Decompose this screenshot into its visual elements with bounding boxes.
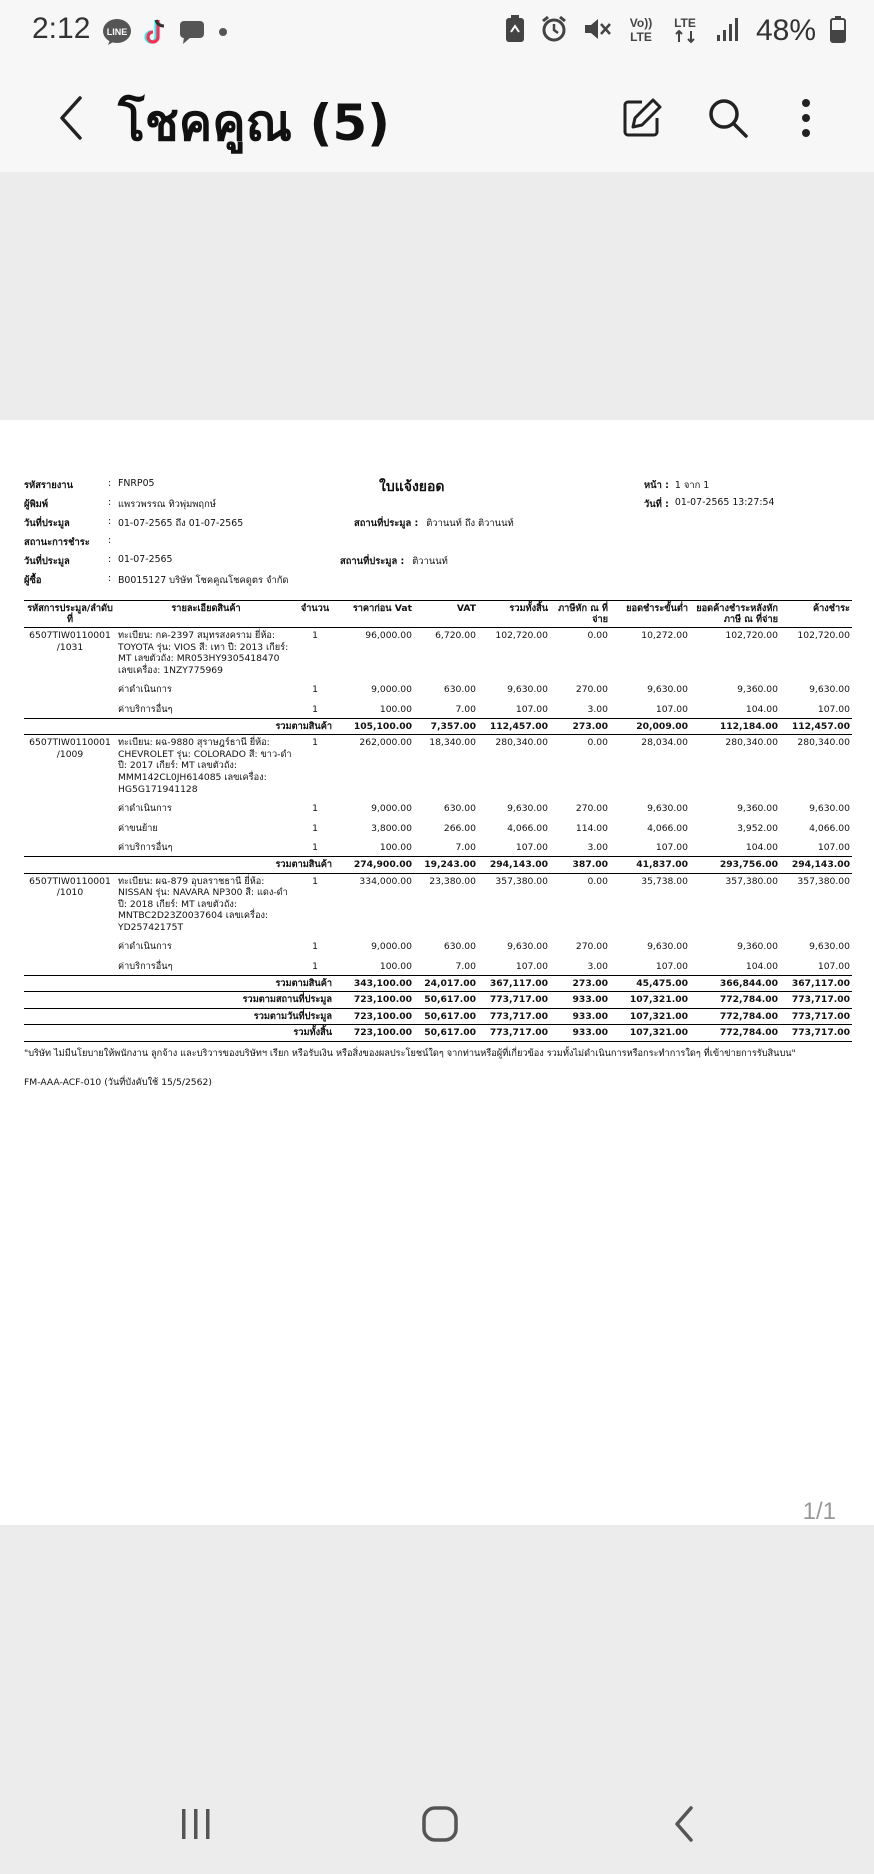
- table-row: [24, 628, 852, 679]
- item-description: ทะเบียน: กค-2397 สมุทรสงคราม ยี่ห้อ: TOYOTA รุ่น: VIOS สี: เทา ปี: 2013 เกียร์: MT เลขตัวถัง: MR053HY9305418470 เลขเครื่อง: 1NZY775969: [118, 630, 289, 676]
- recents-icon: [176, 1806, 216, 1842]
- amount-total: 280,340.00: [495, 737, 548, 749]
- amount-vat: 266.00: [443, 822, 476, 834]
- table-row: [24, 678, 852, 698]
- fee-description: ค่าดำเนินการ: [118, 803, 172, 815]
- auction-date2-row: วันที่ประมูล : 01-07-2565: [24, 554, 173, 567]
- amount-outstanding: 357,380.00: [797, 875, 850, 887]
- total-outstanding: 773,717.00: [780, 1008, 852, 1025]
- subtotal-vat: 24,017.00: [414, 975, 478, 992]
- document-viewer[interactable]: [0, 172, 874, 1524]
- amount-outstanding: 9,630.00: [809, 684, 850, 696]
- amount-wht: 270.00: [575, 803, 608, 815]
- battery-percent: 48%: [755, 14, 816, 47]
- empty-cell: [24, 817, 116, 837]
- subtotal-vat: 19,243.00: [414, 856, 478, 873]
- quantity: 1: [312, 941, 318, 953]
- svg-text:LTE: LTE: [674, 16, 696, 30]
- quantity: 1: [312, 822, 318, 834]
- amount-vat: 630.00: [443, 803, 476, 815]
- table-row: [24, 735, 852, 797]
- back-icon: [669, 1804, 699, 1844]
- status-bar: [0, 0, 874, 64]
- amount-outstanding-after: 9,360.00: [737, 941, 778, 953]
- amount-outstanding-after: 104.00: [745, 842, 778, 854]
- total-total: 773,717.00: [478, 1025, 550, 1042]
- subtotal-outstanding: 367,117.00: [780, 975, 852, 992]
- tiktok-icon: [142, 18, 168, 50]
- amount-total: 9,630.00: [507, 684, 548, 696]
- back-nav-button[interactable]: [654, 1800, 714, 1848]
- document-page[interactable]: [0, 420, 874, 1525]
- total-row: [24, 1025, 852, 1042]
- column-header: ยอดชำระขั้นต่ำ: [610, 601, 690, 628]
- amount-vat: 630.00: [443, 941, 476, 953]
- table-row: [24, 797, 852, 817]
- fee-description: ค่าดำเนินการ: [118, 941, 172, 953]
- total-wht: 933.00: [550, 1008, 610, 1025]
- column-header: ค้างชำระ: [780, 601, 852, 628]
- amount-total: 107.00: [515, 961, 548, 973]
- subtotal-pre-vat: 105,100.00: [334, 718, 414, 735]
- total-outstanding-after: 772,784.00: [690, 1025, 780, 1042]
- auction-date-row: วันที่ประมูล : 01-07-2565 ถึง 01-07-2565: [24, 516, 244, 529]
- printer-row: ผู้พิมพ์ : แพรวพรรณ ทิวพุ่มพฤกษ์: [24, 497, 216, 510]
- quantity: 1: [312, 630, 318, 641]
- column-header: รวมทั้งสิ้น: [478, 601, 550, 628]
- document-header: [24, 478, 852, 598]
- lot-code: 6507TIW0110001 /1009: [29, 737, 111, 760]
- search-button[interactable]: [700, 90, 756, 146]
- subtotal-outstanding-after: 293,756.00: [690, 856, 780, 873]
- subtotal-total: 367,117.00: [478, 975, 550, 992]
- battery-saver-icon: [504, 14, 526, 48]
- total-outstanding: 773,717.00: [780, 992, 852, 1009]
- document-title: ใบแจ้งยอด: [379, 479, 445, 495]
- amount-vat: 7.00: [455, 842, 476, 854]
- amount-wht: 270.00: [575, 941, 608, 953]
- column-header: รายละเอียดสินค้า: [116, 601, 296, 628]
- amount-total: 102,720.00: [495, 630, 548, 641]
- page-number-row: หน้า : 1 จาก 1: [644, 480, 710, 491]
- status-time: 2:12: [32, 12, 91, 45]
- fee-description: ค่าขนย้าย: [118, 822, 158, 834]
- chevron-left-icon: [56, 94, 86, 142]
- subtotal-wht: 273.00: [550, 718, 610, 735]
- anti-bribery-note: "บริษัท ไม่มีนโยบายให้พนักงาน ลูกจ้าง และบริวารของบริษัทฯ เรียก หรือรับเงิน หรือสิ่งของผลประโยชน์ใดๆ จากท่านหรือผู้ที่เกี่ยวข้อง รวมทั้งไม่ดำเนินการหรือกระทำการใดๆ ที่เข้าข่ายการรับสินบน": [24, 1048, 796, 1060]
- amount-wht: 3.00: [587, 842, 608, 854]
- amount-outstanding-after: 3,952.00: [737, 822, 778, 834]
- amount-total: 357,380.00: [495, 875, 548, 887]
- more-vert-icon: [798, 96, 814, 140]
- column-header: ยอดค้างชำระหลังหักภาษี ณ ที่จ่าย: [690, 601, 780, 628]
- amount-total: 107.00: [515, 703, 548, 715]
- quantity: 1: [312, 703, 318, 715]
- page-title: โชคคูณ (5): [118, 94, 390, 152]
- amount-vat: 7.00: [455, 703, 476, 715]
- amount-wht: 270.00: [575, 684, 608, 696]
- amount-min-pay: 107.00: [655, 961, 688, 973]
- amount-outstanding-after: 9,360.00: [737, 803, 778, 815]
- total-pre-vat: 723,100.00: [334, 1025, 414, 1042]
- lte-icon: [670, 14, 700, 48]
- fee-description: ค่าบริการอื่นๆ: [118, 961, 173, 973]
- subtotal-outstanding-after: 112,184.00: [690, 718, 780, 735]
- subtotal-label: รวมตามสินค้า: [24, 975, 334, 992]
- volte-icon: [626, 14, 656, 48]
- amount-outstanding: 9,630.00: [809, 941, 850, 953]
- total-pre-vat: 723,100.00: [334, 992, 414, 1009]
- amount-outstanding: 107.00: [817, 703, 850, 715]
- print-date-row: วันที่ : 01-07-2565 13:27:54: [644, 497, 775, 510]
- edit-icon: [620, 96, 664, 140]
- subtotal-row: [24, 856, 852, 873]
- item-description: ทะเบียน: ผฉ-9880 สุราษฎร์ธานี ยี่ห้อ: CHEVROLET รุ่น: COLORADO สี: ขาว-ดำ ปี: 2017 เกียร์: MT เลขตัวถัง: MMM142CL0JH614085 เลขเครื่อง: HG5G171941128: [118, 737, 292, 795]
- empty-cell: [24, 935, 116, 955]
- quantity: 1: [312, 961, 318, 973]
- total-outstanding-after: 772,784.00: [690, 1008, 780, 1025]
- total-outstanding-after: 772,784.00: [690, 992, 780, 1009]
- total-pre-vat: 723,100.00: [334, 1008, 414, 1025]
- subtotal-min-pay: 41,837.00: [610, 856, 690, 873]
- empty-cell: [24, 797, 116, 817]
- amount-vat: 18,340.00: [429, 737, 476, 749]
- amount-outstanding: 107.00: [817, 842, 850, 854]
- amount-min-pay: 9,630.00: [647, 941, 688, 953]
- message-icon: [178, 19, 206, 49]
- subtotal-pre-vat: 343,100.00: [334, 975, 414, 992]
- column-header: ราคาก่อน Vat: [334, 601, 414, 628]
- location-row: สถานที่ประมูล : ติวานนท์ ถึง ติวานนท์: [354, 518, 514, 529]
- empty-cell: [24, 955, 116, 975]
- total-wht: 933.00: [550, 992, 610, 1009]
- amount-wht: 0.00: [587, 630, 608, 641]
- subtotal-row: [24, 718, 852, 735]
- subtotal-label: รวมตามสินค้า: [24, 856, 334, 873]
- subtotal-wht: 387.00: [550, 856, 610, 873]
- subtotal-total: 294,143.00: [478, 856, 550, 873]
- amount-pre-vat: 3,800.00: [371, 822, 412, 834]
- subtotal-label: รวมตามสินค้า: [24, 718, 334, 735]
- amount-outstanding-after: 9,360.00: [737, 684, 778, 696]
- fee-description: ค่าบริการอื่นๆ: [118, 842, 173, 854]
- search-icon: [706, 96, 750, 140]
- amount-outstanding: 9,630.00: [809, 803, 850, 815]
- alarm-icon: [540, 14, 568, 48]
- lot-code: 6507TIW0110001 /1010: [29, 875, 111, 899]
- table-row: [24, 698, 852, 718]
- subtotal-vat: 7,357.00: [414, 718, 478, 735]
- notification-icons: [102, 18, 230, 50]
- lot-code: 6507TIW0110001 /1031: [29, 630, 111, 653]
- amount-wht: 114.00: [575, 822, 608, 834]
- amount-min-pay: 107.00: [655, 842, 688, 854]
- amount-vat: 7.00: [455, 961, 476, 973]
- signal-icon: [714, 15, 742, 47]
- empty-cell: [24, 836, 116, 856]
- statement-table: [24, 600, 852, 1042]
- amount-outstanding-after: 104.00: [745, 703, 778, 715]
- amount-wht: 0.00: [587, 737, 608, 749]
- table-row: [24, 836, 852, 856]
- subtotal-outstanding: 294,143.00: [780, 856, 852, 873]
- amount-vat: 23,380.00: [429, 875, 476, 887]
- total-total: 773,717.00: [478, 992, 550, 1009]
- quantity: 1: [312, 842, 318, 854]
- subtotal-min-pay: 45,475.00: [610, 975, 690, 992]
- edit-button[interactable]: [614, 90, 670, 146]
- total-min-pay: 107,321.00: [610, 1008, 690, 1025]
- total-label: รวมทั้งสิ้น: [24, 1025, 334, 1042]
- total-vat: 50,617.00: [414, 1008, 478, 1025]
- amount-min-pay: 28,034.00: [641, 737, 688, 749]
- system-icons: [504, 14, 846, 48]
- column-header: จำนวน: [296, 601, 334, 628]
- amount-total: 4,066.00: [507, 822, 548, 834]
- svg-text:Vo)): Vo)): [629, 16, 653, 30]
- statement-document: [24, 478, 852, 1090]
- amount-total: 9,630.00: [507, 941, 548, 953]
- total-wht: 933.00: [550, 1025, 610, 1042]
- quantity: 1: [312, 875, 318, 887]
- amount-pre-vat: 100.00: [379, 703, 412, 715]
- total-label: รวมตามวันที่ประมูล: [24, 1008, 334, 1025]
- table-row: [24, 817, 852, 837]
- more-options-button[interactable]: [778, 90, 834, 146]
- fee-description: ค่าดำเนินการ: [118, 684, 172, 696]
- form-code: FM-AAA-ACF-010 (วันที่บังคับใช้ 15/5/2562): [24, 1077, 212, 1089]
- home-icon: [420, 1804, 460, 1844]
- table-row: [24, 955, 852, 975]
- amount-pre-vat: 262,000.00: [359, 737, 412, 749]
- amount-min-pay: 10,272.00: [641, 630, 688, 641]
- empty-cell: [24, 678, 116, 698]
- table-row: [24, 873, 852, 935]
- report-code-row: รหัสรายงาน : FNRP05: [24, 478, 155, 491]
- battery-icon: [830, 14, 846, 48]
- location2-row: สถานที่ประมูล : ติวานนท์: [340, 556, 448, 567]
- page-indicator: 1/1: [802, 1498, 836, 1525]
- recents-button[interactable]: [166, 1800, 226, 1848]
- amount-pre-vat: 9,000.00: [371, 941, 412, 953]
- total-label: รวมตามสถานที่ประมูล: [24, 992, 334, 1009]
- subtotal-total: 112,457.00: [478, 718, 550, 735]
- amount-outstanding-after: 357,380.00: [725, 875, 778, 887]
- navigation-bar: [0, 1770, 874, 1874]
- amount-outstanding-after: 104.00: [745, 961, 778, 973]
- payment-status-row: สถานะการชำระ :: [24, 535, 112, 548]
- empty-cell: [24, 698, 116, 718]
- amount-pre-vat: 96,000.00: [365, 630, 412, 641]
- item-description: ทะเบียน: ผฉ-879 อุบลราชธานี ยี่ห้อ: NISSAN รุ่น: NAVARA NP300 สี: แดง-ดำ ปี: 2018 เกียร์: MT เลขตัวถัง: MNTBC2D23Z0037604 เลขเครื่อง: YD25742175T: [118, 875, 288, 933]
- amount-total: 107.00: [515, 842, 548, 854]
- subtotal-row: [24, 975, 852, 992]
- amount-min-pay: 4,066.00: [647, 822, 688, 834]
- app-bar: [0, 64, 874, 172]
- svg-text:LTE: LTE: [630, 30, 652, 44]
- total-row: [24, 992, 852, 1009]
- total-row: [24, 1008, 852, 1025]
- table-header-row: [24, 601, 852, 628]
- amount-outstanding: 102,720.00: [797, 630, 850, 641]
- amount-min-pay: 107.00: [655, 703, 688, 715]
- mute-icon: [582, 14, 612, 48]
- amount-pre-vat: 100.00: [379, 961, 412, 973]
- total-min-pay: 107,321.00: [610, 992, 690, 1009]
- amount-vat: 6,720.00: [435, 630, 476, 641]
- subtotal-min-pay: 20,009.00: [610, 718, 690, 735]
- amount-outstanding-after: 280,340.00: [725, 737, 778, 749]
- total-min-pay: 107,321.00: [610, 1025, 690, 1042]
- amount-outstanding-after: 102,720.00: [725, 630, 778, 641]
- amount-min-pay: 9,630.00: [647, 684, 688, 696]
- quantity: 1: [312, 684, 318, 696]
- subtotal-wht: 273.00: [550, 975, 610, 992]
- column-header: ภาษีหัก ณ ที่จ่าย: [550, 601, 610, 628]
- subtotal-outstanding: 112,457.00: [780, 718, 852, 735]
- line-icon: [102, 18, 132, 50]
- column-header: VAT: [414, 601, 478, 628]
- amount-outstanding: 107.00: [817, 961, 850, 973]
- column-header: รหัสการประมูล/ลำดับที่: [24, 601, 116, 628]
- amount-wht: 0.00: [587, 875, 608, 887]
- amount-vat: 630.00: [443, 684, 476, 696]
- total-vat: 50,617.00: [414, 992, 478, 1009]
- amount-wht: 3.00: [587, 703, 608, 715]
- dot-icon: [216, 19, 230, 49]
- total-total: 773,717.00: [478, 1008, 550, 1025]
- subtotal-outstanding-after: 366,844.00: [690, 975, 780, 992]
- subtotal-pre-vat: 274,900.00: [334, 856, 414, 873]
- amount-outstanding: 4,066.00: [809, 822, 850, 834]
- home-button[interactable]: [410, 1800, 470, 1848]
- back-button[interactable]: [44, 88, 98, 148]
- table-row: [24, 935, 852, 955]
- svg-text:LINE: LINE: [106, 27, 128, 37]
- amount-pre-vat: 9,000.00: [371, 684, 412, 696]
- amount-pre-vat: 334,000.00: [359, 875, 412, 887]
- amount-total: 9,630.00: [507, 803, 548, 815]
- amount-min-pay: 9,630.00: [647, 803, 688, 815]
- total-outstanding: 773,717.00: [780, 1025, 852, 1042]
- quantity: 1: [312, 803, 318, 815]
- total-vat: 50,617.00: [414, 1025, 478, 1042]
- fee-description: ค่าบริการอื่นๆ: [118, 703, 173, 715]
- amount-min-pay: 35,738.00: [641, 875, 688, 887]
- amount-wht: 3.00: [587, 961, 608, 973]
- quantity: 1: [312, 737, 318, 749]
- amount-pre-vat: 100.00: [379, 842, 412, 854]
- amount-pre-vat: 9,000.00: [371, 803, 412, 815]
- buyer-row: ผู้ซื้อ : B0015127 บริษัท โชคคูณโชคดูตร จำกัด: [24, 573, 289, 586]
- amount-outstanding: 280,340.00: [797, 737, 850, 749]
